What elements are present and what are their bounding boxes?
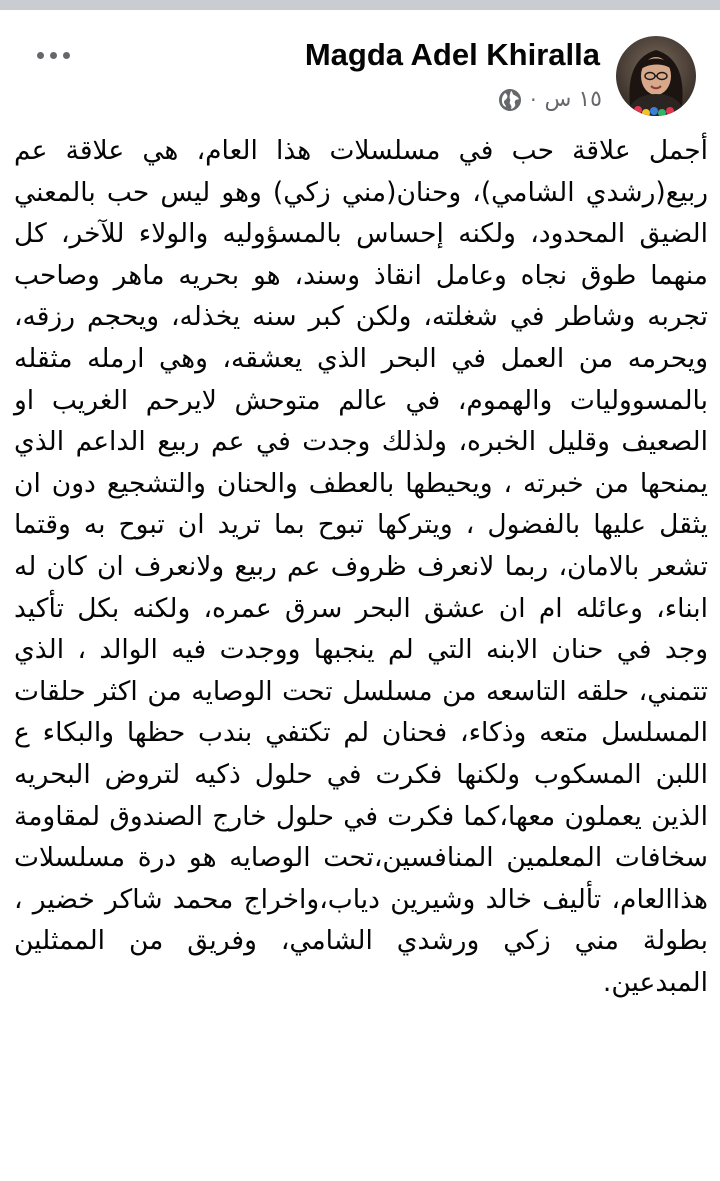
post-text: أجمل علاقة حب في مسلسلات هذا العام، هي علاقة عم ربيع(رشدي الشامي)، وحنان(مني زكي) وهو ليس حب بالمعني الضيق المحدود، ولكنه إحساس بالمسؤوليه والولاء للآخر، كل منهما طوق نجاه وعامل انقاذ وسند، هو بحريه ماهر وصاحب تجربه وشاطر في شغلته، ولكن كبر سنه يخذله، ويحجم رزقه، ويحرمه من العمل في البحر الذي يعشقه، وهي ارمله مثقله بالمسووليات والهموم، في عالم متوحش لايرحم الغريب او الصعيف وقليل الخبره، ولذلك وجدت في عم ربيع الداعم الذي يمنحها من خبرته ، ويحيطها بالعطف والحنان والتشجيع دون ان يثقل عليها بالفضول ، ويتركها تبوح بما تريد ان تبوح به وقتما تشعر بالامان، ربما لانعرف ظروف عم ربيع ولانعرف ان كان له ابناء، وعائله ام ان عشق البحر سرق عمره، ولكنه بكل تأكيد وجد في حنان الابنه التي لم ينجبها ووجدت فيه الوالد ، الذي تتمني، حلقه التاسعه من مسلسل تحت الوصايه من اكثر حلقات المسلسل متعه وذكاء، فحنان لم تكتفي بندب حظها والبكاء ع اللبن المسكوب ولكنها فكرت في حلول ذكيه لتروض البحريه الذين يعملون معها،كما فكرت في حلول خارج الصندوق لمقاومة سخافات المعلمين المنافسين،تحت الوصايه هو درة مسلسلات هذاالعام، تأليف خالد وشيرين دياب،واخراج محمد شاكر خضير ، بطولة مني زكي ورشدي الشامي، وفريق من الممثلين المبدعين. xyxy=(14,135,708,998)
more-options-icon-dot xyxy=(50,52,57,59)
post-timestamp[interactable]: ١٥ س xyxy=(544,87,602,112)
more-options-icon-dot xyxy=(63,52,70,59)
post-header xyxy=(0,10,720,122)
avatar[interactable] xyxy=(616,36,696,116)
globe-icon[interactable] xyxy=(498,88,522,112)
more-options-icon xyxy=(37,52,44,59)
more-options-button[interactable] xyxy=(30,40,76,70)
top-divider-strip xyxy=(0,0,720,10)
author-name[interactable]: Magda Adel Khiralla xyxy=(304,37,600,72)
post-meta xyxy=(498,86,602,114)
avatar-image xyxy=(616,36,696,116)
meta-separator: · xyxy=(530,88,537,112)
